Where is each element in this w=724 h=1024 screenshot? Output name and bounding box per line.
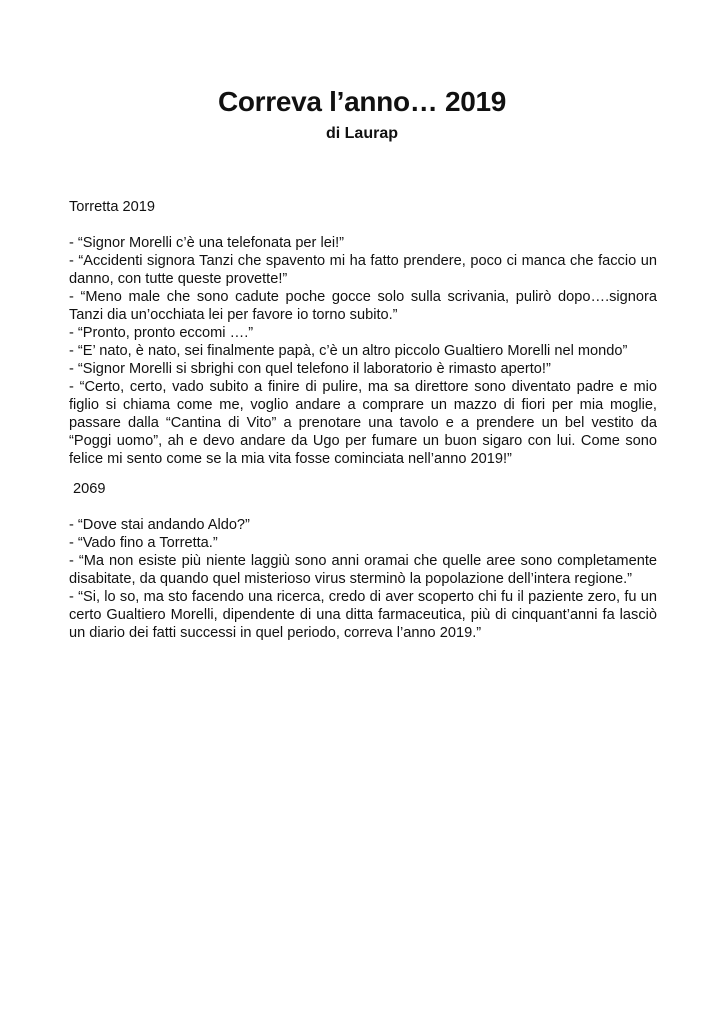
dialogue-line: - “Signor Morelli si sbrighi con quel telefono il laboratorio è rimasto aperto!” — [69, 361, 551, 377]
dialogue-line: - “Accidenti signora Tanzi che spavento mi ha fatto prendere, poco ci manca che faccio un danno, con tutte queste provette!” — [69, 253, 657, 287]
dialogue-line: - “Vado fino a Torretta.” — [69, 535, 218, 551]
document-subtitle: di Laurap — [325, 125, 398, 142]
section-heading: Torretta 2019 — [69, 199, 155, 215]
dialogue-line: - “Signor Morelli c’è una telefonata per lei!” — [69, 235, 344, 251]
section-heading: 2069 — [73, 481, 106, 497]
dialogue-line: - “Si, lo so, ma sto facendo una ricerca, credo di aver scoperto chi fu il paziente zero, fu un certo Gualtiero Morelli, dipendente di una ditta farmaceutica, più di cinquant’anni fa lasciò un diario dei fatti successi in quel periodo, correva l’anno 2019.” — [69, 589, 657, 641]
dialogue-line: - “Meno male che sono cadute poche gocce solo sulla scrivania, pulirò dopo….signora Tanzi dia un’occhiata lei per favore io torno subito.” — [69, 289, 657, 323]
document-title: Correva l’anno… 2019 — [217, 86, 507, 117]
dialogue-line: - “Certo, certo, vado subito a finire di pulire, ma sa direttore sono diventato padre e mio figlio si chiama come me, voglio andare a comprare un mazzo di fiori per mia moglie, passare dalla “Cantina di Vito” a prenotare una tavolo e a prendere un bel vestito da “Poggi uomo”, ah e devo andare da Ugo per fumare un buon sigaro con lui. Come sono felice mi sento come se la mia vita fosse cominciata nell’anno 2019!” — [69, 379, 657, 467]
dialogue-line: - “Dove stai andando Aldo?” — [69, 517, 250, 533]
section-torretta-2019 — [69, 198, 657, 468]
dialogue-line: - “E’ nato, è nato, sei finalmente papà, c’è un altro piccolo Gualtiero Morelli nel mondo” — [69, 343, 628, 359]
dialogue-line: - “Pronto, pronto eccomi ….” — [69, 325, 254, 341]
section-2069 — [69, 480, 657, 642]
dialogue-line: - “Ma non esiste più niente laggiù sono anni oramai che quelle aree sono completamente disabitate, da quando quel misterioso virus sterminò la popolazione dell’intera regione.” — [69, 553, 657, 587]
